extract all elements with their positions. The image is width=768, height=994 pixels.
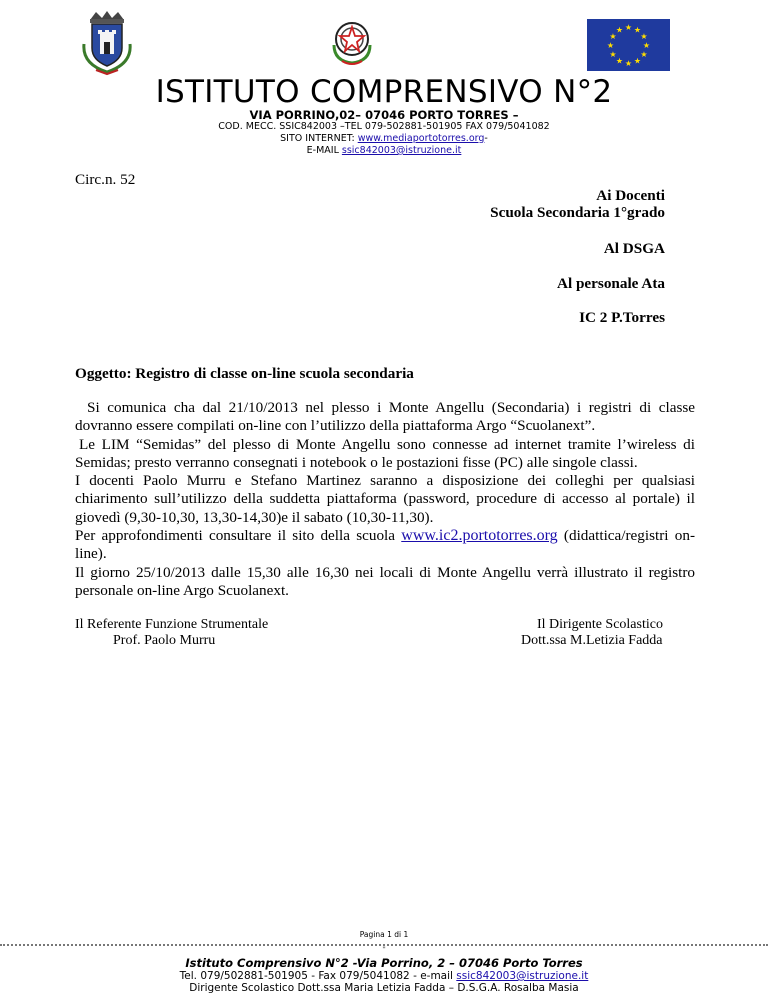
svg-text:★: ★	[606, 41, 615, 50]
svg-text:★: ★	[615, 25, 624, 35]
svg-text:★: ★	[640, 50, 648, 59]
recipient-dsga: Al DSGA	[603, 240, 665, 257]
body-paragraph-4-tail: (didattica/registri on-line).	[75, 527, 695, 563]
porto-torres-crest-logo	[78, 8, 136, 76]
circular-number: Circ.n. 52	[75, 171, 136, 188]
school-codes: COD. MECC. SSIC842003 –TEL 079-502881-501905 FAX 079/5041082	[218, 121, 550, 132]
email-label: E-MAIL	[306, 145, 342, 156]
body-paragraph-4-text: Per approfondimenti consultare il sito della scuola	[75, 527, 402, 545]
footer-contacts	[0, 970, 768, 982]
svg-text:★: ★	[624, 59, 633, 68]
svg-text:★: ★	[609, 50, 617, 59]
italian-republic-emblem-logo	[328, 15, 376, 67]
eu-flag-logo	[587, 19, 670, 71]
body-paragraph-2: Le LIM “Semidas” del plesso di Monte Angellu sono connesse ad internet tramite l’wireless di Semidas; presto verranno consegnati i notebook o le postazioni fisse (PC) alle singole classi.	[75, 435, 695, 471]
signature-left-name: Prof. Paolo Murru	[113, 633, 216, 648]
body-paragraph-5: Il giorno 25/10/2013 dalle 15,30 alle 16,30 nei locali di Monte Angellu verrà illustrato il registro personale on-line Argo Scuolanext.	[75, 563, 695, 599]
recipient-secondary-school: Scuola Secondaria 1°grado	[490, 204, 665, 221]
letter-body	[75, 399, 695, 600]
footer-institute: Istituto Comprensivo N°2 -Via Porrino, 2 – 07046 Porto Torres	[185, 956, 583, 970]
website-line	[0, 133, 768, 144]
svg-text:★: ★	[615, 56, 624, 66]
email-link[interactable]: ssic842003@istruzione.it	[341, 145, 462, 156]
recipient-ata-staff: Al personale Ata	[557, 275, 665, 292]
body-paragraph-3: I docenti Paolo Murru e Stefano Martinez saranno a disposizione dei colleghi per qualsiasi chiarimento sull’utilizzo della suddetta piattaforma (password, procedure di accesso al portale) il giovedì (9,30-10,30, 13,30-14,30)e il sabato (10,30-11,30).	[75, 472, 695, 526]
page-number: Pagina 1 di 1	[359, 930, 409, 939]
email-line	[0, 145, 768, 156]
body-paragraph-1: Si comunica cha dal 21/10/2013 nel plesso i Monte Angellu (Secondaria) i registri di classe dovranno essere compilati on-line con l’utilizzo della piattaforma Argo “Scuolanext”.	[75, 399, 695, 435]
svg-text:★: ★	[609, 32, 617, 41]
signature-left-role: Il Referente Funzione Strumentale	[75, 617, 269, 632]
website-link[interactable]: www.mediaportotorres.org	[357, 133, 485, 144]
svg-text:★: ★	[633, 56, 642, 66]
subject-line: Oggetto: Registro di classe on-line scuola secondaria	[75, 365, 414, 382]
svg-text:★: ★	[640, 32, 648, 41]
signature-right-role: Il Dirigente Scolastico	[537, 617, 663, 632]
svg-text:★: ★	[624, 23, 633, 32]
recipient-ic2: IC 2 P.Torres	[579, 309, 665, 326]
school-name-heading: ISTITUTO COMPRENSIVO N°2	[155, 74, 613, 110]
school-website-link[interactable]: www.ic2.portotorres.org	[401, 527, 558, 545]
website-label: SITO INTERNET:	[280, 133, 358, 144]
footer-contacts-text: Tel. 079/502881-501905 - Fax 079/5041082 - e-mail	[179, 970, 457, 982]
footer-email-link[interactable]: ssic842003@istruzione.it	[456, 970, 589, 982]
svg-text:★: ★	[642, 41, 651, 50]
footer-mark: ''	[382, 946, 386, 953]
body-paragraph-4	[75, 527, 695, 564]
svg-text:★: ★	[633, 25, 642, 35]
footer-staff: Dirigente Scolastico Dott.ssa Maria Letizia Fadda – D.S.G.A. Rosalba Masia	[189, 982, 579, 994]
signature-right-name: Dott.ssa M.Letizia Fadda	[521, 633, 663, 648]
school-address: VIA PORRINO,02– 07046 PORTO TORRES –	[249, 108, 519, 122]
recipient-teachers: Ai Docenti	[596, 187, 665, 204]
website-suffix: -	[484, 133, 488, 144]
